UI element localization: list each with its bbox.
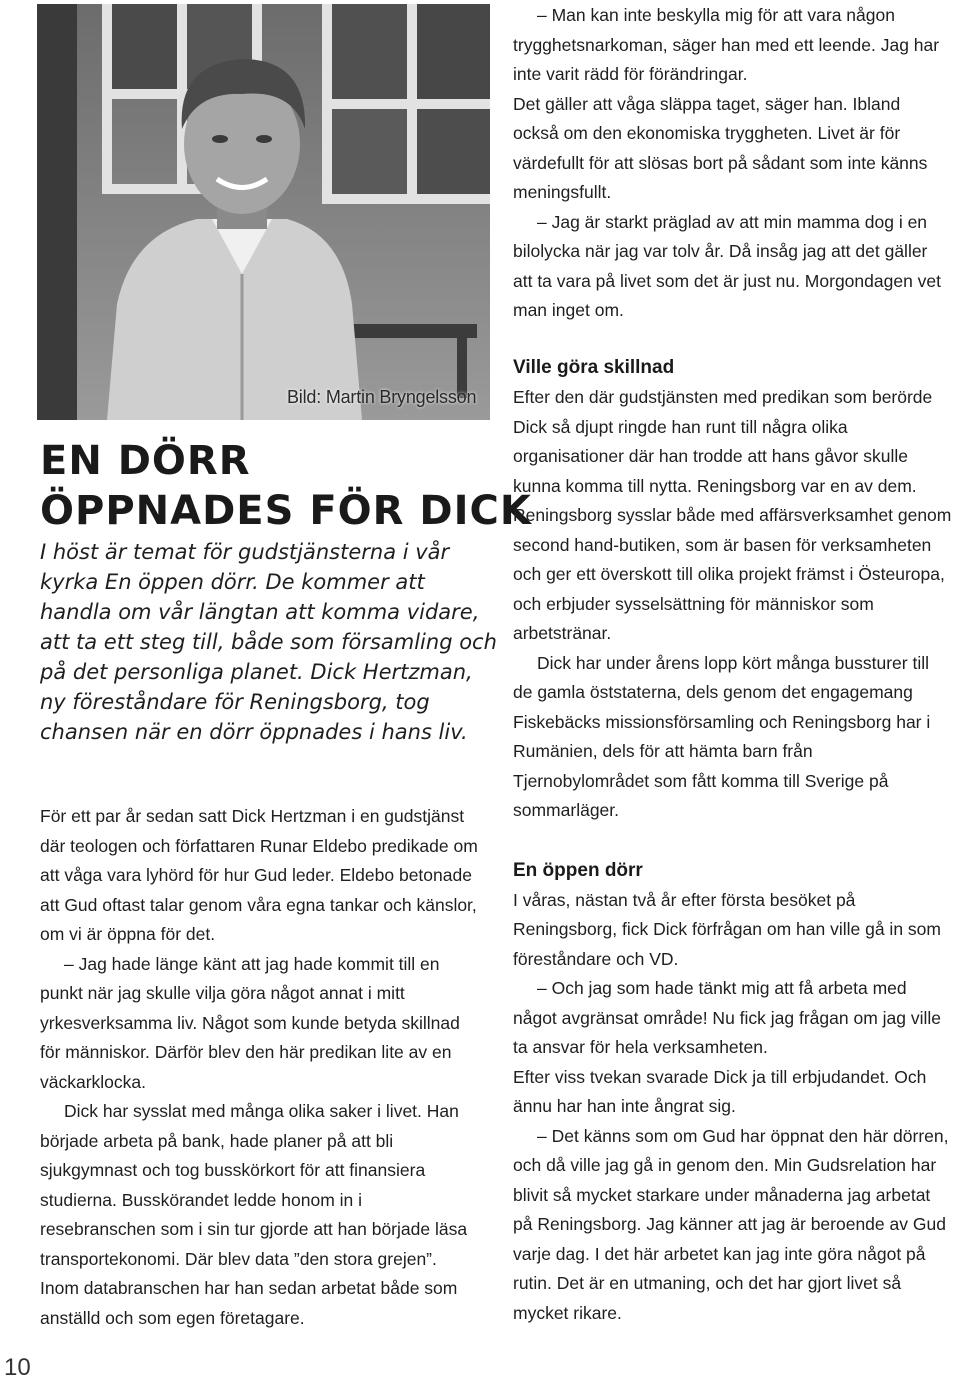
photo-credit: Bild: Martin Bryngelsson (287, 387, 477, 407)
page-number: 10 (4, 1354, 31, 1381)
portrait-photo (37, 4, 490, 420)
body-paragraph: Dick har sysslat med många olika saker i livet. Han började arbeta på bank, hade planer på att bli sjukgymnast och tog busskörkort för att finansiera studierna. Busskörandet ledde honom in i resebranschen som i sin tur gjorde att han började läsa transportekonomi. Där blev data ”den stora grejen”. Inom databranschen har han sedan arbetat både som anställd och som egen företagare. (40, 1101, 468, 1328)
body-paragraph: I våras, nästan två år efter första besöket på Reningsborg, fick Dick förfrågan om han ville gå in som föreståndare och VD. (513, 889, 941, 969)
article-lead: I höst är temat för gudstjänsterna i vår kyrka En öppen dörr. De kommer att handla om vår längtan att komma vidare, att ta ett steg till, både som församling och på det personliga planet. Dick Hertzman, ny föreståndare för Reningsborg, tog chansen när en dörr öppnades i hans liv. (40, 540, 497, 744)
section-spacer (513, 826, 953, 856)
body-paragraph: Dick har under årens lopp kört många bussturer till de gamla öststaterna, dels genom det engagemang Fiskebäcks missionsförsamling och Reningsborg har i Rumänien, dels för att hämta barn från Tjernobylområdet som fått komma till Sverige på sommarläger. (513, 652, 931, 820)
body-paragraph: – Och jag som hade tänkt mig att få arbeta med något avgränsat område! Nu fick jag frågan om jag ville ta ansvar för hela verksamheten. (513, 978, 942, 1057)
section-heading-en-oppen-dorr: En öppen dörr (513, 859, 643, 881)
body-paragraph: Efter viss tvekan svarade Dick ja till erbjudandet. Och ännu har han inte ångrat sig. (513, 1066, 927, 1116)
body-paragraph: – Man kan inte beskylla mig för att vara någon trygghetsnarkoman, säger han med ett leende. Jag har inte varit rädd för förändringar. (513, 5, 940, 84)
article-headline (40, 436, 532, 536)
body-paragraph: För ett par år sedan satt Dick Hertzman i en gudstjänst där teologen och författaren Runar Eldebo predikade om att våga vara lyhörd för hur Gud leder. Eldebo betonade att Gud oftast talar genom våra egna tankar och känslor, om vi är öppna för det. (40, 806, 478, 944)
body-paragraph: – Jag hade länge känt att jag hade kommit till en punkt när jag skulle vilja göra något annat i mitt yrkesverksamma liv. Något som kunde betyda skillnad för människor. Därför blev den här predikan lite av en väckarklocka. (40, 953, 460, 1092)
right-column-top (513, 1, 943, 326)
body-paragraph: – Jag är starkt präglad av att min mamma dog i en bilolycka när jag var tolv år. Då insåg jag att det gäller att ta vara på livet som det är just nu. Morgondagen vet man inget om. (513, 211, 942, 320)
body-paragraph: Reningsborg sysslar både med affärsverksamhet genom second hand-butiken, som är basen för verksamheten och ger ett överskott till olika projekt främst i Östeuropa, och erbjuder sysselsättning för människor som arbetstränar. (513, 505, 952, 643)
right-column (513, 353, 953, 1328)
body-paragraph: Det gäller att våga släppa taget, säger han. Ibland också om den ekonomiska tryggheten. Livet är för värdefullt för att slösas bort på sådant som inte känns meningsfullt. (513, 93, 928, 202)
body-paragraph: Efter den där gudstjänsten med predikan som berörde Dick så djupt ringde han runt till några olika organisationer där han trodde att hans gåvor skulle kunna komma till nytta. Reningsborg var en av dem. (513, 387, 933, 496)
section-heading-ville-gora-skillnad: Ville göra skillnad (513, 357, 675, 378)
portrait-illustration (37, 4, 490, 420)
headline-line-2: ÖPPNADES FÖR DICK (40, 488, 532, 534)
headline-line-1: EN DÖRR (40, 438, 251, 484)
body-paragraph: – Det känns som om Gud har öppnat den här dörren, och då ville jag gå in genom den. Min Gudsrelation har blivit så mycket starkare under månaderna jag arbetat på Reningsborg. Jag känner att jag är beroende av Gud varje dag. I det här arbetet kan jag inte göra något på rutin. Det är en utmaning, och det har gjort livet så mycket rikare. (513, 1125, 949, 1323)
left-column (40, 802, 480, 1333)
